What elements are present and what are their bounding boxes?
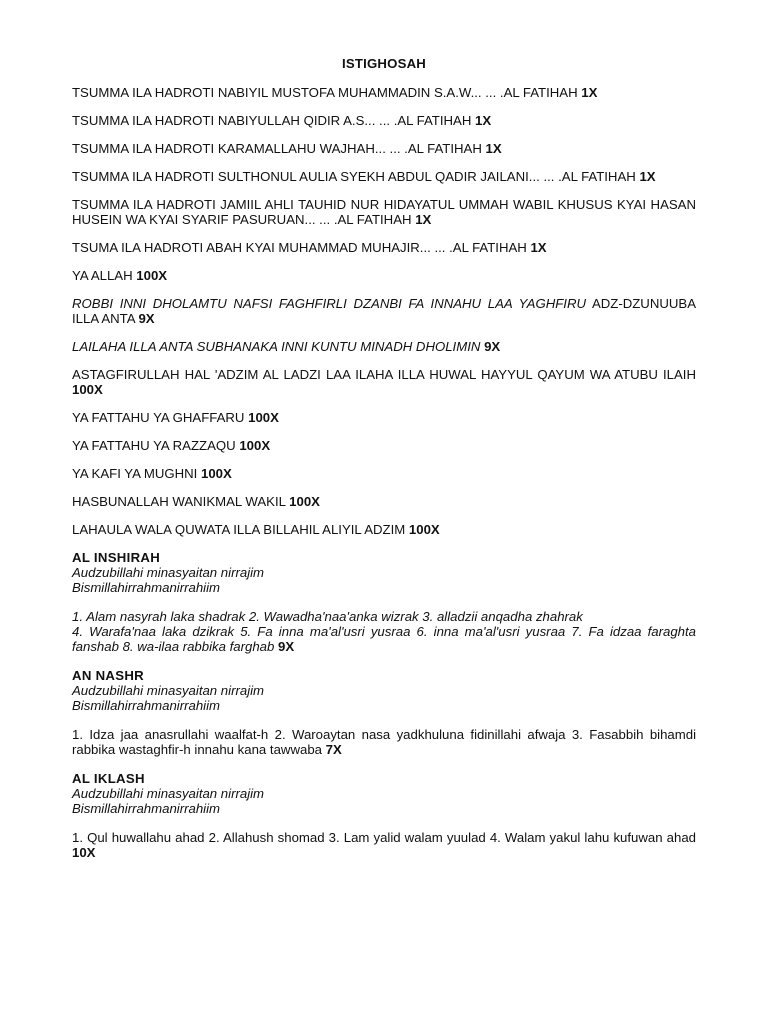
document-page <box>72 56 696 874</box>
line-count: 100X <box>408 522 440 537</box>
line-count: 100X <box>248 410 279 425</box>
surah-basmalah: Bismillahirrahmanirrahiim <box>72 580 221 595</box>
document-title: ISTIGHOSAH <box>341 56 427 71</box>
line-count: 100X <box>72 382 103 397</box>
line-count: 9X <box>484 339 501 354</box>
surah-basmalah: Bismillahirrahmanirrahiim <box>72 698 221 713</box>
line-text: ASTAGFIRULLAH HAL 'ADZIM AL LADZI LAA ILAHA ILLA HUWAL HAYYUL QAYUM WA ATUBU ILAIH <box>72 367 696 382</box>
line-text: HASBUNALLAH WANIKMAL WAKIL <box>72 494 290 509</box>
surah-verses-line-2: 4. Warafa'naa laka dzikrak 5. Fa inna ma'al'usri yusraa 6. inna ma'al'usri yusraa 7. Fa idzaa faraghta fanshab 8. wa-ilaa rabbika farghab <box>72 624 696 654</box>
spacer <box>72 595 696 609</box>
line-text: YA FATTAHU YA RAZZAQU <box>72 438 240 453</box>
surah-verses <box>72 727 696 757</box>
surah-verses <box>72 609 696 654</box>
line-syekh-abdul-qadir <box>72 169 696 184</box>
line-ya-fattahu-ghaffaru <box>72 410 696 425</box>
surah-al-iklash <box>72 771 696 860</box>
line-count: 1X <box>530 240 547 255</box>
line-count: 1X <box>475 113 492 128</box>
line-text: ADZ-DZUNUUBA ILLA ANTA <box>72 296 696 326</box>
line-count: 9X <box>138 311 155 326</box>
line-nabiyil-mustofa <box>72 85 696 100</box>
line-text: TSUMMA ILA HADROTI JAMIIL AHLI TAUHID NUR HIDAYATUL UMMAH WABIL KHUSUS KYAI HASAN HUSEIN WA KYAI SYARIF PASURUAN... ... .AL FATIHAH <box>72 197 696 227</box>
line-text: TSUMA ILA HADROTI ABAH KYAI MUHAMMAD MUHAJIR... ... .AL FATIHAH <box>72 240 531 255</box>
line-count: 100X <box>239 438 271 453</box>
line-count: 1X <box>639 169 656 184</box>
line-karamallahu <box>72 141 696 156</box>
line-text: TSUMMA ILA HADROTI KARAMALLAHU WAJHAH... ... .AL FATIHAH <box>72 141 486 156</box>
spacer <box>72 816 696 830</box>
line-jamiil-ahli-tauhid <box>72 197 696 227</box>
surah-count: 10X <box>72 845 96 860</box>
surah-heading: AL INSHIRAH <box>72 550 161 565</box>
line-text: YA FATTAHU YA GHAFFARU <box>72 410 249 425</box>
line-hasbunallah <box>72 494 696 509</box>
surah-count: 9X <box>278 639 295 654</box>
line-astagfirullah <box>72 367 696 397</box>
line-count: 1X <box>581 85 598 100</box>
line-ya-kafi <box>72 466 696 481</box>
line-lailaha <box>72 339 696 354</box>
surah-an-nashr <box>72 668 696 757</box>
surah-al-inshirah <box>72 550 696 654</box>
surah-taawudz: Audzubillahi minasyaitan nirrajim <box>72 565 265 580</box>
line-count: 100X <box>289 494 320 509</box>
surah-verses <box>72 830 696 860</box>
line-text-italic: ROBBI INNI DHOLAMTU NAFSI FAGHFIRLI DZANBI FA INNAHU LAA YAGHFIRU <box>72 296 587 311</box>
line-count: 100X <box>136 268 168 283</box>
line-text: TSUMMA ILA HADROTI NABIYULLAH QIDIR A.S... ... .AL FATIHAH <box>72 113 476 128</box>
line-count: 100X <box>200 466 232 481</box>
surah-verses-line-1: 1. Qul huwallahu ahad 2. Allahush shomad 3. Lam yalid walam yuulad 4. Walam yakul lahu kufuwan ahad <box>72 830 696 845</box>
surah-verses-line-1: 1. Idza jaa anasrullahi waalfat-h 2. Waroaytan nasa yadkhuluna fidinillahi afwaja 3. Fasabbih bihamdi rabbika wastaghfir-h innahu kana tawwaba <box>72 727 696 757</box>
line-abah-kyai <box>72 240 696 255</box>
line-ya-fattahu-razzaqu <box>72 438 696 453</box>
line-text: TSUMMA ILA HADROTI SULTHONUL AULIA SYEKH ABDUL QADIR JAILANI... ... .AL FATIHAH <box>72 169 640 184</box>
surah-heading: AL IKLASH <box>72 771 145 786</box>
line-lahaula <box>72 522 696 537</box>
surah-count: 7X <box>325 742 342 757</box>
line-text-italic: LAILAHA ILLA ANTA SUBHANAKA INNI KUNTU MINADH DHOLIMIN <box>72 339 481 354</box>
surah-taawudz: Audzubillahi minasyaitan nirrajim <box>72 683 265 698</box>
surah-verses-line-1: 1. Alam nasyrah laka shadrak 2. Wawadha'naa'anka wizrak 3. alladzii anqadha zhahrak <box>72 609 583 624</box>
line-count: 1X <box>485 141 502 156</box>
surah-taawudz: Audzubillahi minasyaitan nirrajim <box>72 786 265 801</box>
line-text: TSUMMA ILA HADROTI NABIYIL MUSTOFA MUHAMMADIN S.A.W... ... .AL FATIHAH <box>72 85 582 100</box>
line-count: 1X <box>415 212 432 227</box>
line-ya-allah <box>72 268 696 283</box>
surah-heading: AN NASHR <box>72 668 145 683</box>
line-text: YA ALLAH <box>72 268 137 283</box>
line-qidir <box>72 113 696 128</box>
line-robbi-inni <box>72 296 696 326</box>
line-text: LAHAULA WALA QUWATA ILLA BILLAHIL ALIYIL ADZIM <box>72 522 409 537</box>
surah-basmalah: Bismillahirrahmanirrahiim <box>72 801 221 816</box>
spacer <box>72 713 696 727</box>
line-text: YA KAFI YA MUGHNI <box>72 466 201 481</box>
